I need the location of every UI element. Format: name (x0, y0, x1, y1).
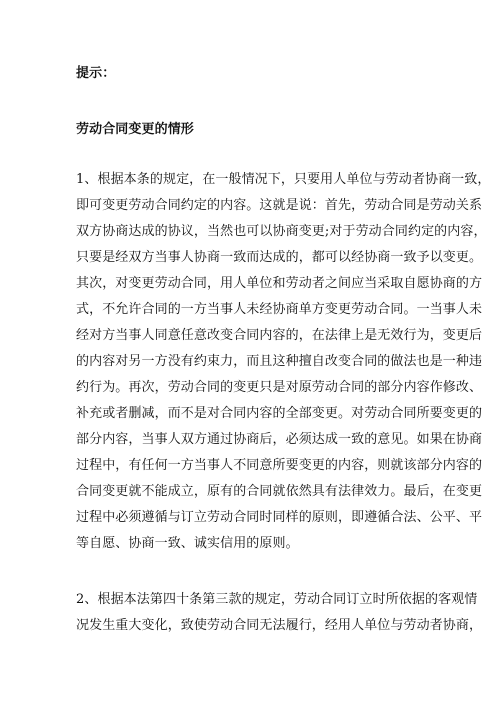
paragraph-1-line: 其次，对变更劳动合同，用人单位和劳动者之间应当采取自愿协商的方 (76, 276, 483, 291)
paragraph-1-line: 约行为。再次，劳动合同的变更只是对原劳动合同的部分内容作修改、 (76, 380, 483, 395)
paragraph-1-line: 补充或者删减，而不是对合同内容的全部变更。对劳动合同所要变更的 (76, 406, 483, 421)
paragraph-1-line: 式，不允许合同的一方当事人未经协商单方变更劳动合同。一当事人未 (76, 302, 483, 317)
paragraph-1-line: 即可变更劳动合同约定的内容。这就是说：首先，劳动合同是劳动关系 (76, 198, 483, 213)
paragraph-1-line: 过程中，有任何一方当事人不同意所要变更的内容，则就该部分内容的 (76, 458, 483, 473)
paragraph-2-line: 况发生重大变化，致使劳动合同无法履行，经用人单位与劳动者协商， (76, 618, 483, 633)
paragraph-1-line: 双方协商达成的协议，当然也可以协商变更;对于劳动合同约定的内容， (76, 224, 487, 239)
paragraph-2-line: 2、根据本法第四十条第三款的规定，劳动合同订立时所依据的客观情 (76, 592, 478, 607)
paragraph-1-line: 只要是经双方当事人协商一致而达成的，都可以经协商一致予以变更。 (76, 250, 483, 265)
paragraph-1-line: 合同变更就不能成立，原有的合同就依然具有法律效力。最后，在变更 (76, 484, 483, 499)
hint-label: 提示： (76, 66, 116, 81)
paragraph-1-line: 的内容对另一方没有约束力，而且这种擅自改变合同的做法也是一种违 (76, 354, 483, 369)
paragraph-1-line: 经对方当事人同意任意改变合同内容的，在法律上是无效行为，变更后 (76, 328, 483, 343)
paragraph-1-line: 部分内容，当事人双方通过协商后，必须达成一致的意见。如果在协商 (76, 432, 483, 447)
paragraph-1-line: 1、根据本条的规定，在一般情况下，只要用人单位与劳动者协商一致， (76, 172, 491, 187)
paragraph-1-line: 过程中必须遵循与订立劳动合同时同样的原则，即遵循合法、公平、平 (76, 510, 483, 525)
section-title: 劳动合同变更的情形 (76, 122, 194, 137)
paragraph-1-line: 等自愿、协商一致、诚实信用的原则。 (76, 536, 299, 551)
